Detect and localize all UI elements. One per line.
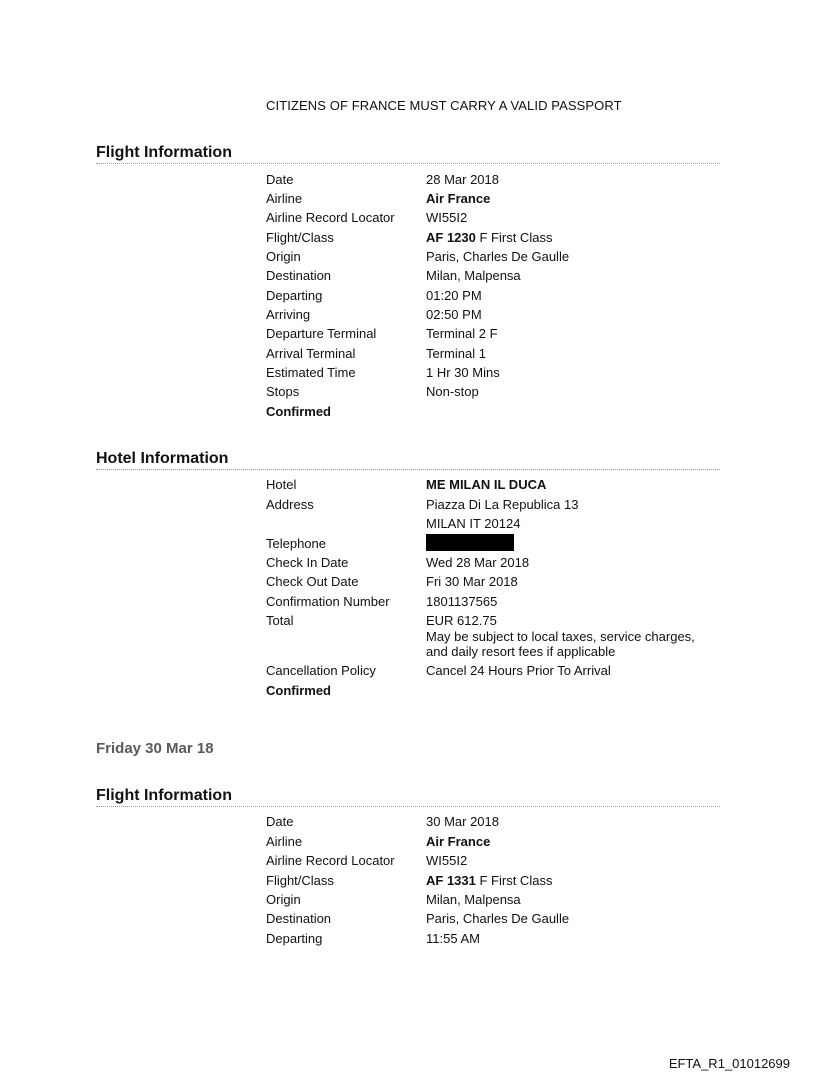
field-label: Airline <box>266 191 303 206</box>
field-label: Check In Date <box>266 555 349 570</box>
field-label: Destination <box>266 268 332 283</box>
field-value: 01:20 PM <box>426 288 482 303</box>
field-value: Milan, Malpensa <box>426 268 521 283</box>
field-value: EUR 612.75 <box>426 613 497 628</box>
field-label: Address <box>266 497 314 512</box>
field-value: ME MILAN IL DUCA <box>426 477 547 492</box>
field-value: MILAN IT 20124 <box>426 516 521 531</box>
field-value <box>426 228 552 247</box>
field-value <box>426 871 552 890</box>
field-label: Date <box>266 814 294 829</box>
field-label: Flight/Class <box>266 230 334 245</box>
field-label: Departure Terminal <box>266 326 377 341</box>
field-label: Airline Record Locator <box>266 853 395 868</box>
redaction-bar <box>426 534 514 551</box>
field-value: 30 Mar 2018 <box>426 814 499 829</box>
field-label: Airline <box>266 834 303 849</box>
flight-info-header-2 <box>96 787 720 807</box>
flight1-status: Confirmed <box>266 404 331 419</box>
field-value: Air France <box>426 834 491 849</box>
section-title: Flight Information <box>96 787 232 804</box>
flight-number: AF 1230 <box>426 230 476 245</box>
field-value: Milan, Malpensa <box>426 892 521 907</box>
field-label: Airline Record Locator <box>266 210 395 225</box>
cabin-class: F First Class <box>479 873 553 888</box>
hotel-info-header <box>96 450 720 470</box>
total-note-line: May be subject to local taxes, service charges, <box>426 629 695 644</box>
field-label: Flight/Class <box>266 873 334 888</box>
field-label: Stops <box>266 384 300 399</box>
field-label: Origin <box>266 249 301 264</box>
cabin-class: F First Class <box>479 230 553 245</box>
field-label: Departing <box>266 931 323 946</box>
day-header: Friday 30 Mar 18 <box>96 740 214 757</box>
field-label: Destination <box>266 911 332 926</box>
section-title: Flight Information <box>96 144 232 161</box>
field-label: Total <box>266 613 294 628</box>
field-value: 1801137565 <box>426 594 498 609</box>
field-value: 1 Hr 30 Mins <box>426 365 500 380</box>
field-value: Non-stop <box>426 384 479 399</box>
hotel-total-note <box>426 629 695 659</box>
total-note-line: and daily resort fees if applicable <box>426 644 616 659</box>
field-label: Arriving <box>266 307 311 322</box>
field-label: Estimated Time <box>266 365 356 380</box>
field-label: Check Out Date <box>266 574 359 589</box>
field-label: Cancellation Policy <box>266 663 376 678</box>
field-label: Confirmation Number <box>266 594 390 609</box>
field-value: Terminal 2 F <box>426 326 498 341</box>
field-value: Air France <box>426 191 491 206</box>
field-value: 02:50 PM <box>426 307 482 322</box>
field-value: 11:55 AM <box>426 931 480 946</box>
passport-notice: CITIZENS OF FRANCE MUST CARRY A VALID PASSPORT <box>266 98 622 113</box>
field-value: Piazza Di La Republica 13 <box>426 497 579 512</box>
field-label: Telephone <box>266 536 326 551</box>
section-title: Hotel Information <box>96 450 229 467</box>
field-value: Fri 30 Mar 2018 <box>426 574 518 589</box>
field-value: Paris, Charles De Gaulle <box>426 911 570 926</box>
field-label: Arrival Terminal <box>266 346 356 361</box>
field-value: Wed 28 Mar 2018 <box>426 555 530 570</box>
field-value: Cancel 24 Hours Prior To Arrival <box>426 663 611 678</box>
field-value: WI55I2 <box>426 210 468 225</box>
document-id: EFTA_R1_01012699 <box>668 1056 790 1071</box>
flight-info-header-1 <box>96 144 720 164</box>
field-label: Origin <box>266 892 301 907</box>
field-value: WI55I2 <box>426 853 468 868</box>
field-value <box>426 532 514 551</box>
field-value: Terminal 1 <box>426 346 486 361</box>
field-label: Date <box>266 172 294 187</box>
hotel-status: Confirmed <box>266 683 331 698</box>
field-value: Paris, Charles De Gaulle <box>426 249 570 264</box>
field-label: Departing <box>266 288 323 303</box>
field-value: 28 Mar 2018 <box>426 172 499 187</box>
field-label: Hotel <box>266 477 297 492</box>
flight-number: AF 1331 <box>426 873 476 888</box>
